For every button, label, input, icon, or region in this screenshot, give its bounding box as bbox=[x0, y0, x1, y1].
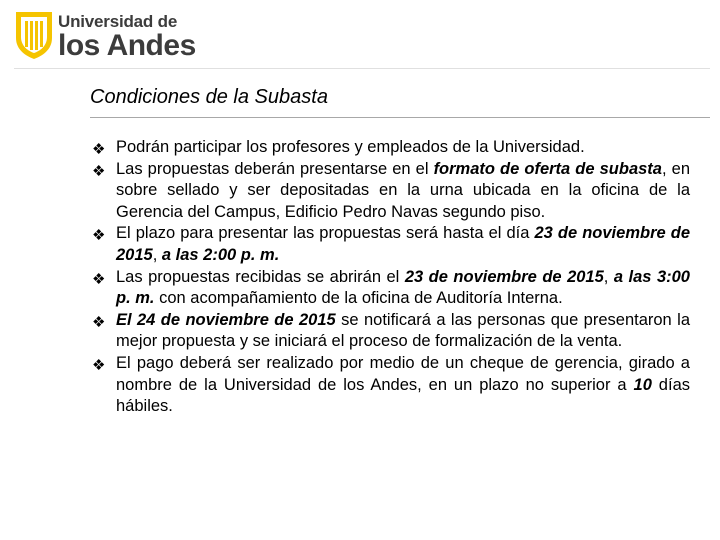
conditions-list bbox=[92, 137, 690, 418]
diamond-star-icon: ❖ bbox=[92, 141, 106, 158]
list-item-text: , bbox=[152, 245, 162, 264]
emphasis-text: a las 3:00 p. m. bbox=[116, 267, 690, 308]
list-item-text: con acompañamiento de la oficina de Auditoría Interna. bbox=[154, 289, 563, 308]
header-divider bbox=[14, 68, 710, 69]
list-item-text: , en sobre sellado y ser depositadas en la urna ubicada en la oficina de la Gerencia del Campus, Edificio Pedro Navas segundo piso. bbox=[116, 159, 690, 221]
list-item bbox=[92, 159, 690, 224]
list-item-text: días hábiles. bbox=[116, 375, 690, 416]
list-item-text: El plazo para presentar las propuestas será hasta el día bbox=[116, 224, 535, 243]
list-item-text: Las propuestas recibidas se abrirán el bbox=[116, 267, 405, 286]
list-item-text: Las propuestas deberán presentarse en el bbox=[116, 159, 434, 178]
title-underline bbox=[90, 117, 710, 118]
list-item bbox=[92, 267, 690, 310]
list-item-text: , bbox=[603, 267, 614, 286]
university-logo bbox=[14, 10, 196, 62]
diamond-star-icon: ❖ bbox=[92, 162, 106, 180]
list-item bbox=[92, 223, 690, 266]
logo-line-1: Universidad de bbox=[58, 12, 178, 31]
emphasis-text: El 24 de noviembre de 2015 bbox=[116, 310, 336, 329]
list-item bbox=[92, 137, 690, 159]
page-title: Condiciones de la Subasta bbox=[90, 86, 328, 108]
diamond-star-icon: ❖ bbox=[92, 270, 106, 288]
list-item bbox=[92, 353, 690, 418]
logo-line-2: los Andes bbox=[58, 29, 196, 62]
emphasis-text: 23 de noviembre de 2015 bbox=[116, 224, 690, 264]
emphasis-text: 10 bbox=[633, 375, 652, 394]
emphasis-text: 23 de noviembre de 2015 bbox=[404, 267, 604, 286]
diamond-star-icon: ❖ bbox=[92, 227, 106, 245]
list-item-text: se notificará a las personas que presentaron la mejor propuesta y se iniciará el proceso de formalización de la venta. bbox=[116, 310, 690, 351]
list-item-text: El pago deberá ser realizado por medio de un cheque de gerencia, girado a nombre de la Universidad de los Andes, en un plazo no superior a bbox=[116, 353, 690, 394]
list-item bbox=[92, 310, 690, 353]
emphasis-text: formato de oferta de subasta bbox=[433, 159, 662, 178]
list-item-text: Podrán participar los profesores y empleados de la Universidad. bbox=[116, 138, 585, 156]
diamond-star-icon: ❖ bbox=[92, 356, 106, 374]
diamond-star-icon: ❖ bbox=[92, 313, 106, 331]
emphasis-text: a las 2:00 p. m. bbox=[161, 245, 280, 264]
university-shield-icon bbox=[14, 10, 54, 60]
